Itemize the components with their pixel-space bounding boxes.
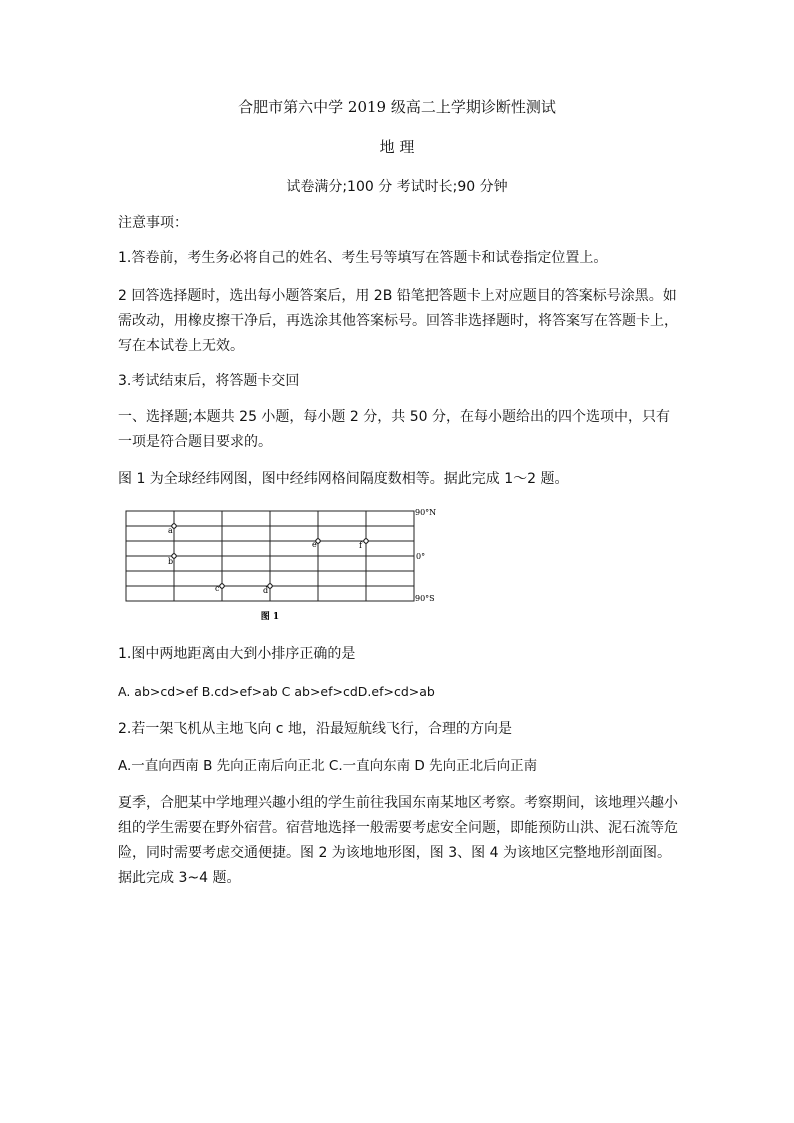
lat-label-north: 90°N: [415, 508, 437, 517]
point-d: [268, 584, 272, 588]
notice-heading: 注意事项：: [118, 215, 188, 231]
subject-title: 地 理: [379, 138, 415, 156]
passage-2: 夏季，合肥某中学地理兴趣小组的学生前往我国东南某地区考察。考察期间，该地理兴趣小组的学生需要在野外宿营。宿营地选择一般需要考虑安全问题，即能预防山洪、泥石流等危险，同时需要考虑交通便捷。图 2 为该地地形图，图 3、图 4 为该地区完整地形剖面图。据此完成 3~4 题。: [118, 795, 678, 886]
section-heading: 一、选择题;本题共 25 小题，每小题 2 分，共 50 分，在每小题给出的四个选项中，只有一项是符合题目要求的。: [118, 409, 670, 450]
question-1-options: A. ab>cd>ef B.cd>ef>ab C ab>ef>cdD.ef>cd>ab: [118, 684, 435, 699]
notice-item-3: 3.考试结束后，将答题卡交回: [118, 373, 300, 389]
exam-info: 试卷满分;100 分 考试时长;90 分钟: [286, 179, 508, 195]
label-f: f: [359, 541, 362, 550]
figure-caption: 图 1: [260, 612, 280, 622]
label-c: c: [215, 584, 220, 593]
point-c: [220, 584, 224, 588]
label-a: a: [168, 526, 173, 535]
figure-1-graticule: [118, 505, 448, 625]
notice-item-2: 2 回答选择题时，选出每小题答案后，用 2B 铅笔把答题卡上对应题目的答案标号涂黑。如需改动，用橡皮擦干净后，再选涂其他答案标号。回答非选择题时，将答案写在答题卡上，写在本试卷上无效。: [118, 288, 678, 354]
lat-label-south: 90°S: [415, 594, 435, 603]
exam-title: 合肥市第六中学 2019 级高二上学期诊断性测试: [238, 98, 556, 116]
label-b: b: [168, 557, 174, 566]
question-1-stem: 1.图中两地距离由大到小排序正确的是: [118, 646, 356, 662]
notice-item-1: 1.答卷前，考生务必将自己的姓名、考生号等填写在答题卡和试卷指定位置上。: [118, 250, 608, 266]
question-2-stem: 2.若一架飞机从主地飞向 c 地，沿最短航线飞行，合理的方向是: [118, 721, 512, 737]
question-2-options: A.一直向西南 B 先向正南后向正北 C.一直向东南 D 先向正北后向正南: [118, 758, 538, 774]
label-d: d: [263, 586, 269, 595]
figure-intro: 图 1 为全球经纬网图，图中经纬网格间隔度数相等。据此完成 1～2 题。: [118, 471, 569, 487]
point-f: [364, 539, 368, 543]
lat-label-equator: 0°: [416, 552, 426, 561]
label-e: e: [312, 540, 317, 549]
